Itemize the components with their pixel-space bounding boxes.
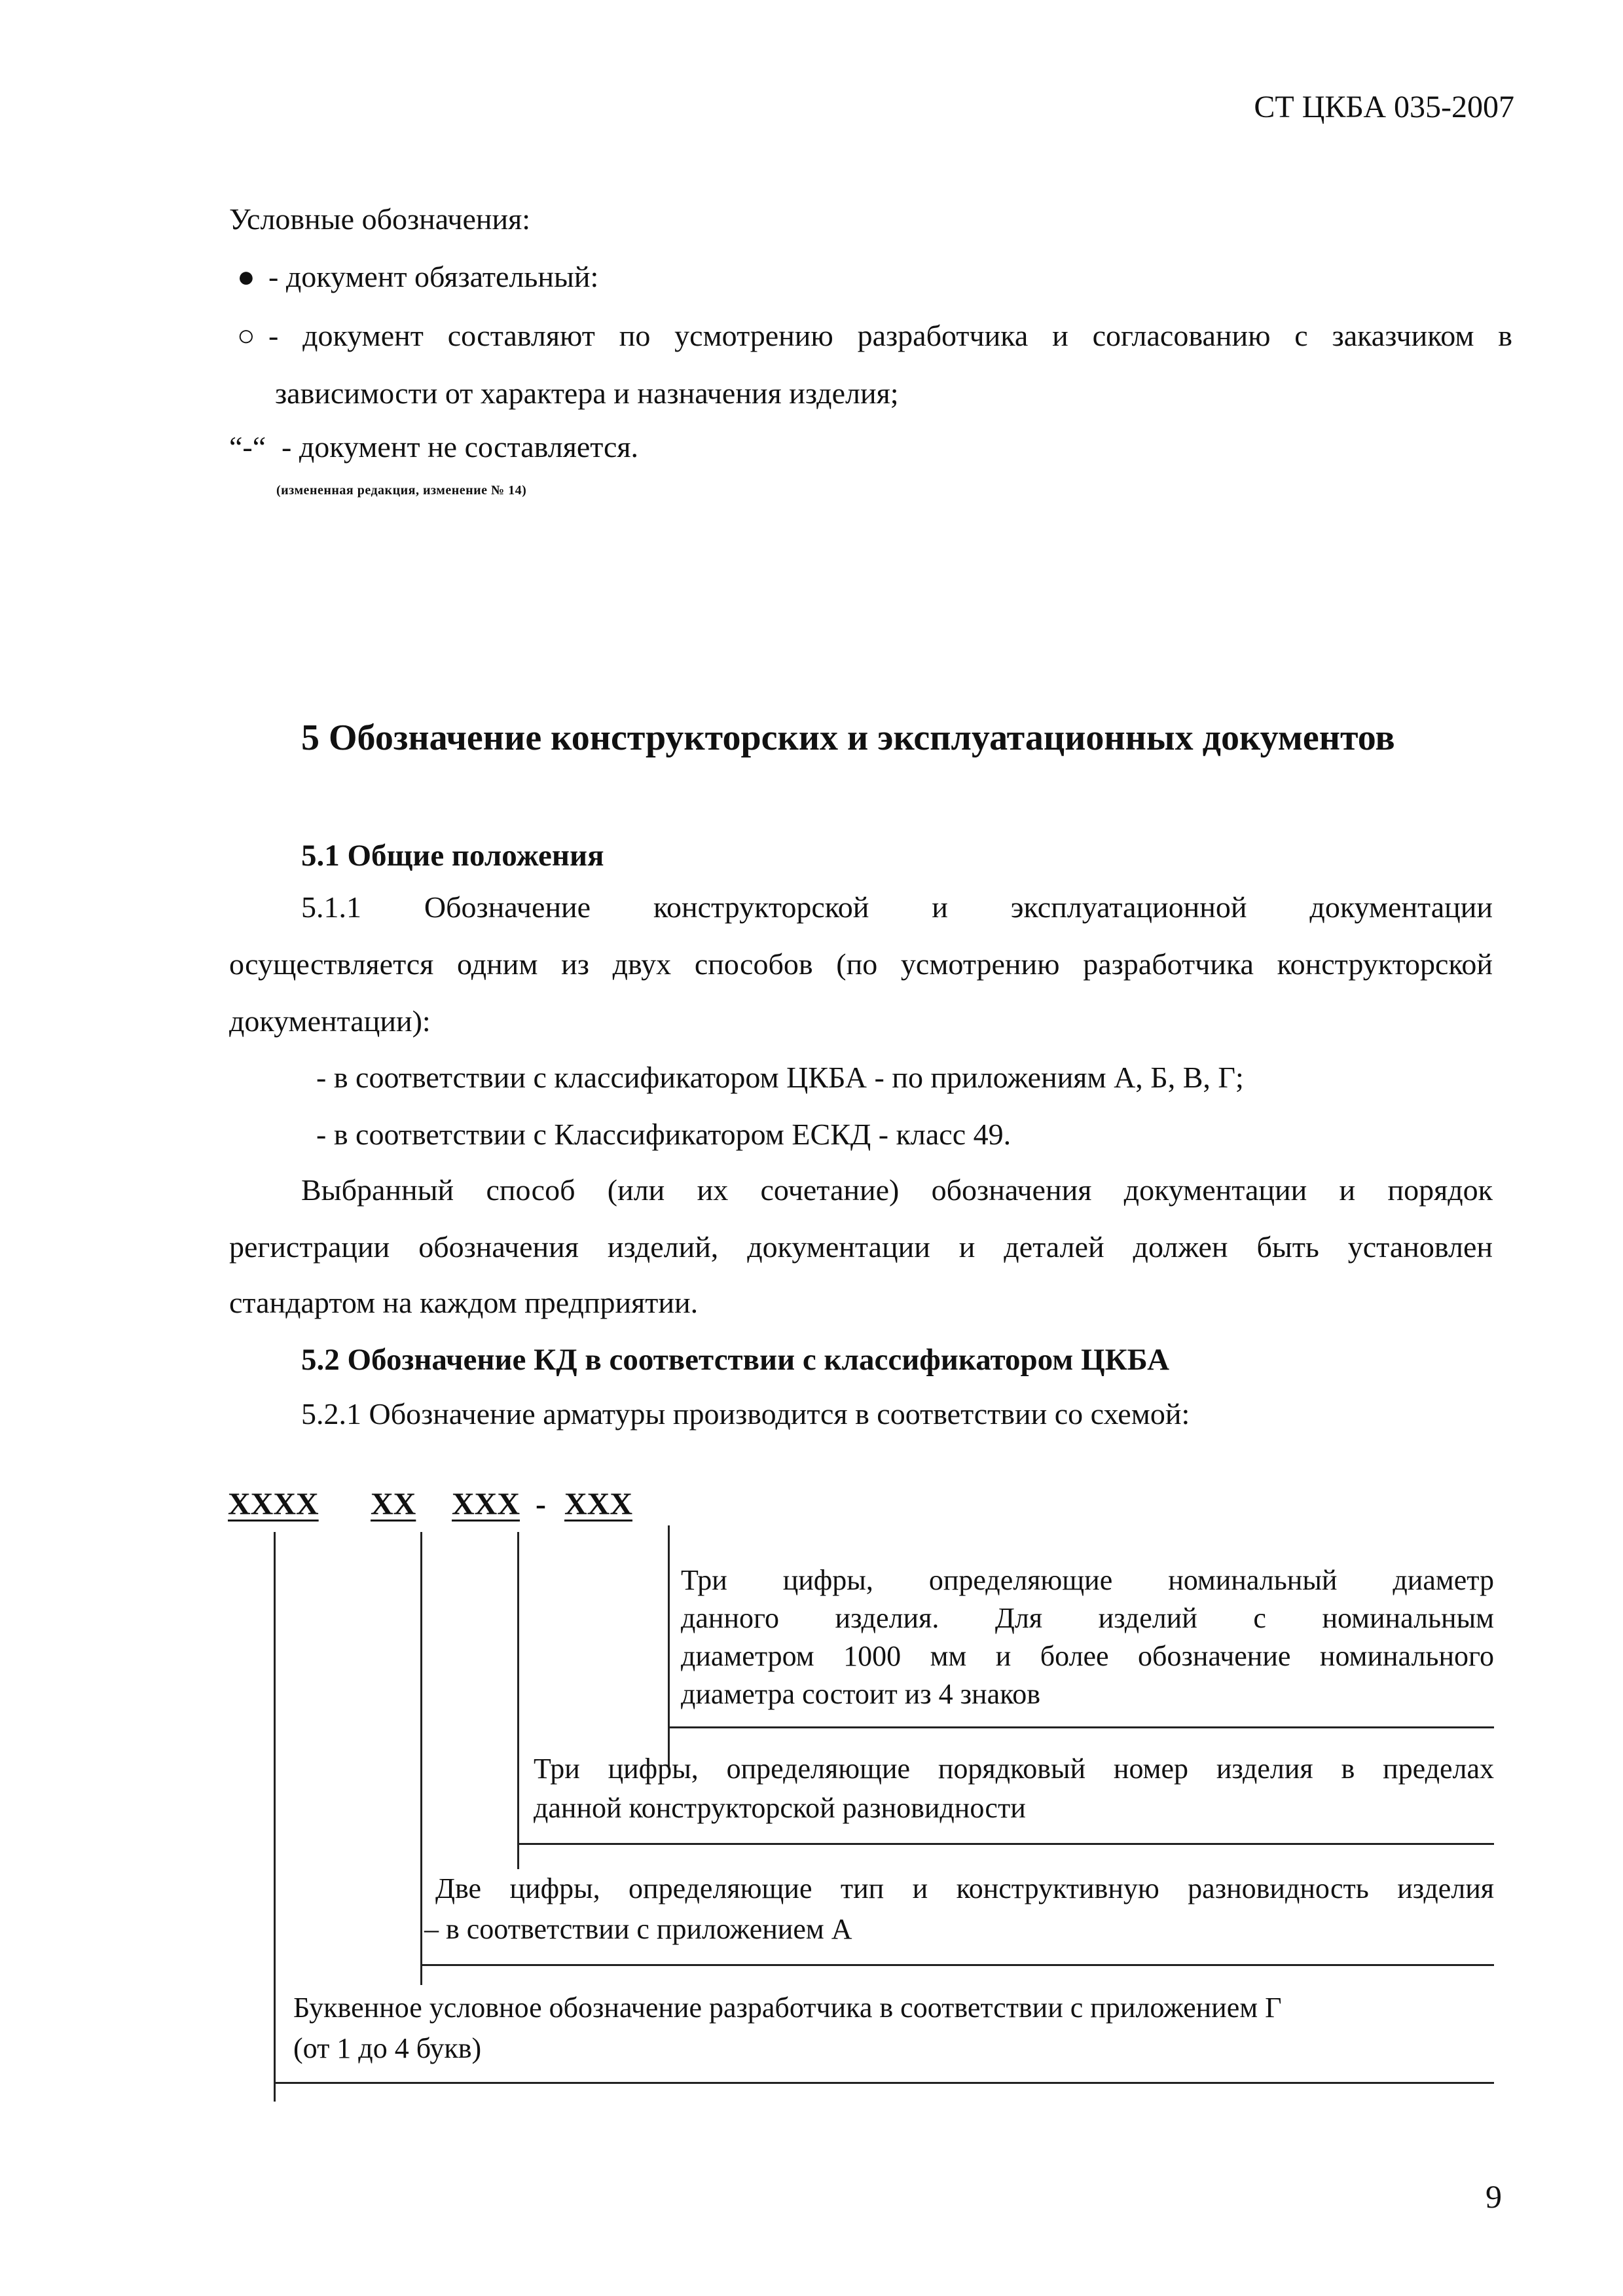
paragraph-5-1-1-line2: осуществляется одним из двух способов (по усмотрению разработчика конструкторской — [229, 947, 1493, 981]
list-item-eskd: - в соответствии с Классификатором ЕСКД - класс 49. — [316, 1118, 1012, 1151]
legend-title: Условные обозначения: — [229, 202, 531, 236]
connector-developer — [274, 1532, 276, 2102]
underline-developer — [274, 2082, 1494, 2084]
underline-diameter — [668, 1726, 1494, 1728]
legend-item-optional-cont: зависимости от характера и назначения изделия; — [275, 376, 899, 410]
empty-circle-icon: ○ — [237, 319, 255, 352]
desc-developer-line2: (от 1 до 4 букв) — [293, 2032, 482, 2064]
paragraph-choice-line1: Выбранный способ (или их сочетание) обозначения документации и порядок — [301, 1173, 1493, 1207]
legend-item-required: - документ обязательный: — [268, 260, 599, 293]
document-code: СТ ЦКБА 035-2007 — [1254, 90, 1514, 124]
paragraph-choice-line3: стандартом на каждом предприятии. — [229, 1286, 699, 1319]
legend-item-optional: - документ составляют по усмотрению разработчика и согласованию с заказчиком в — [268, 319, 1512, 352]
desc-serial-line2: данной конструкторской разновидности — [534, 1792, 1026, 1824]
code-part-developer: XXXX — [228, 1487, 319, 1522]
legend-item-not-made: - документ не составляется. — [282, 430, 639, 464]
section-title: 5 Обозначение конструкторских и эксплуатационных документов — [301, 718, 1395, 758]
connector-diameter — [668, 1525, 670, 1768]
paragraph-5-1-1-line3: документации): — [229, 1004, 431, 1038]
change-note: (измененная редакция, изменение № 14) — [276, 483, 527, 498]
code-part-type: XX — [371, 1487, 416, 1522]
desc-bracket-serial — [517, 1800, 519, 1845]
paragraph-choice-line2: регистрации обозначения изделий, документации и деталей должен быть установлен — [229, 1230, 1493, 1264]
dash-symbol: “-“ — [229, 430, 266, 464]
paragraph-5-2-1: 5.2.1 Обозначение арматуры производится в соответствии со схемой: — [301, 1397, 1190, 1430]
desc-serial-line1: Три цифры, определяющие порядковый номер изделия в пределах — [534, 1753, 1494, 1785]
page-number: 9 — [1486, 2178, 1502, 2215]
desc-type-line1: Две цифры, определяющие тип и конструктивную разновидность изделия — [435, 1872, 1494, 1904]
desc-diameter-line4: диаметра состоит из 4 знаков — [681, 1678, 1041, 1710]
underline-serial — [517, 1843, 1494, 1845]
desc-bracket-type — [420, 1922, 422, 1966]
subsection-title-5-2: 5.2 Обозначение КД в соответствии с классификатором ЦКБА — [301, 1343, 1170, 1377]
desc-diameter-line1: Три цифры, определяющие номинальный диаметр — [681, 1564, 1494, 1596]
filled-circle-icon: ● — [237, 260, 255, 293]
desc-type-line2: – в соответствии с приложением А — [424, 1913, 852, 1945]
desc-diameter-line3: диаметром 1000 мм и более обозначение номинального — [681, 1640, 1494, 1672]
subsection-title-5-1: 5.1 Общие положения — [301, 839, 604, 873]
code-separator: - — [536, 1487, 546, 1522]
underline-type — [420, 1964, 1494, 1966]
code-part-diameter: XXX — [564, 1487, 632, 1522]
paragraph-5-1-1-line1: 5.1.1 Обозначение конструкторской и эксплуатационной документации — [301, 890, 1493, 924]
code-part-serial: XXX — [452, 1487, 520, 1522]
list-item-ckba: - в соответствии с классификатором ЦКБА - по приложениям А, Б, В, Г; — [316, 1061, 1244, 1094]
desc-diameter-line2: данного изделия. Для изделий с номинальным — [681, 1602, 1494, 1634]
desc-developer-line1: Буквенное условное обозначение разработчика в соответствии с приложением Г — [293, 1992, 1282, 2024]
desc-bracket-diameter — [668, 1683, 669, 1727]
connector-type — [420, 1532, 422, 1985]
